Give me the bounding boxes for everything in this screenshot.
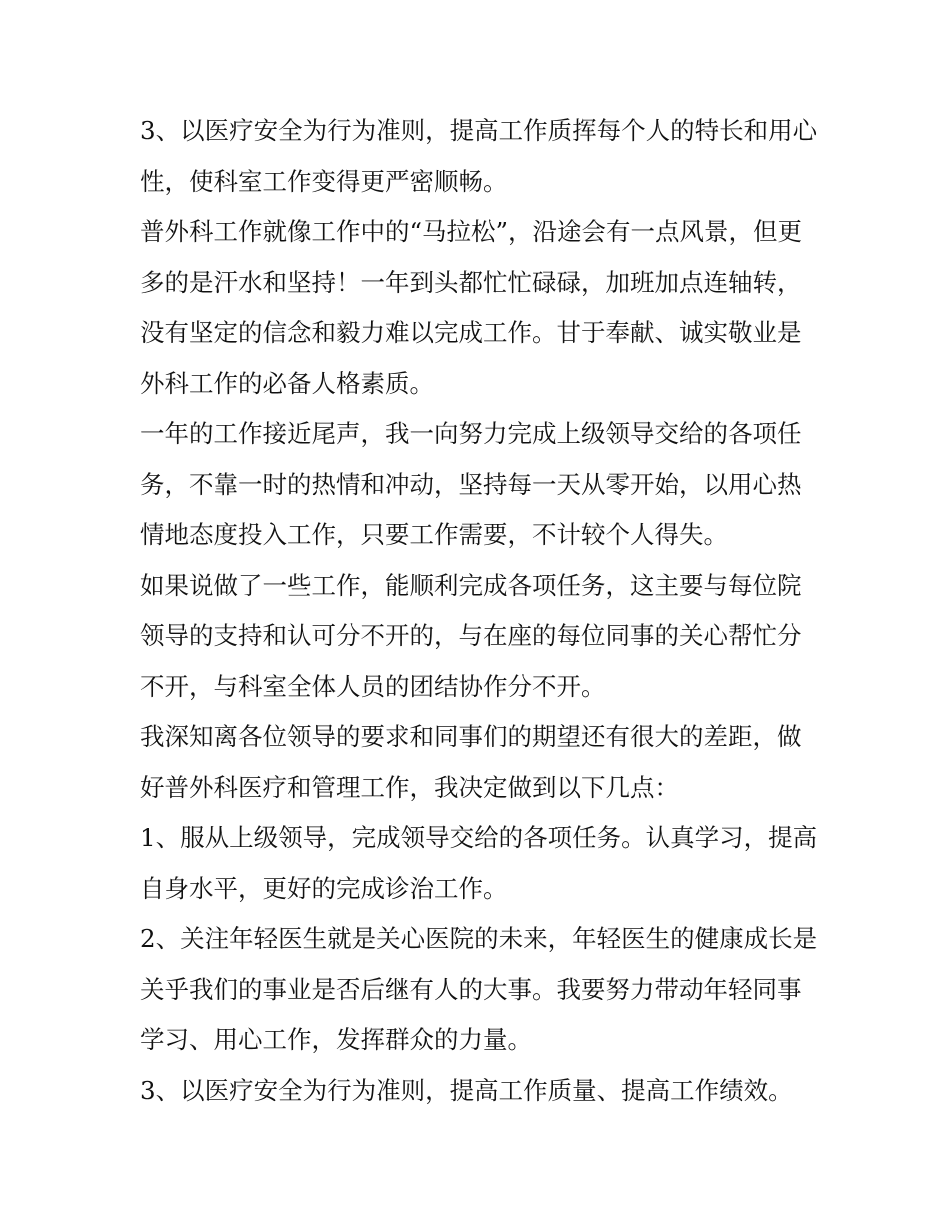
paragraph-1: 3、以医疗安全为行为准则，提高工作质挥每个人的特长和用心性，使科室工作变得更严密顺畅。 <box>140 116 818 196</box>
document-body <box>140 106 820 1116</box>
paragraph-3: 一年的工作接近尾声，我一向努力完成上级领导交给的各项任务，不靠一时的热情和冲动，坚持每一天从零开始，以用心热情地态度投入工作，只要工作需要，不计较个人得失。 <box>140 419 802 549</box>
paragraph-5: 我深知离各位领导的要求和同事们的期望还有很大的差距，做好普外科医疗和管理工作，我决定做到以下几点： <box>140 722 802 802</box>
paragraph-4: 如果说做了一些工作，能顺利完成各项任务，这主要与每位院领导的支持和认可分不开的，与在座的每位同事的关心帮忙分不开，与科室全体人员的团结协作分不开。 <box>140 570 802 701</box>
paragraph-7: 2、关注年轻医生就是关心医院的未来，年轻医生的健康成长是关乎我们的事业是否后继有人的大事。我要努力带动年轻同事学习、用心工作，发挥群众的力量。 <box>140 924 818 1054</box>
paragraph-6: 1、服从上级领导，完成领导交给的各项任务。认真学习，提高自身水平，更好的完成诊治工作。 <box>140 823 818 903</box>
paragraph-8: 3、以医疗安全为行为准则，提高工作质量、提高工作绩效。 <box>140 1075 793 1105</box>
paragraph-2: 普外科工作就像工作中的“马拉松”，沿途会有一点风景，但更多的是汗水和坚持！一年到头都忙忙碌碌，加班加点连轴转，没有坚定的信念和毅力难以完成工作。甘于奉献、诚实敬业是外科工作的必备人格素质。 <box>140 217 803 398</box>
